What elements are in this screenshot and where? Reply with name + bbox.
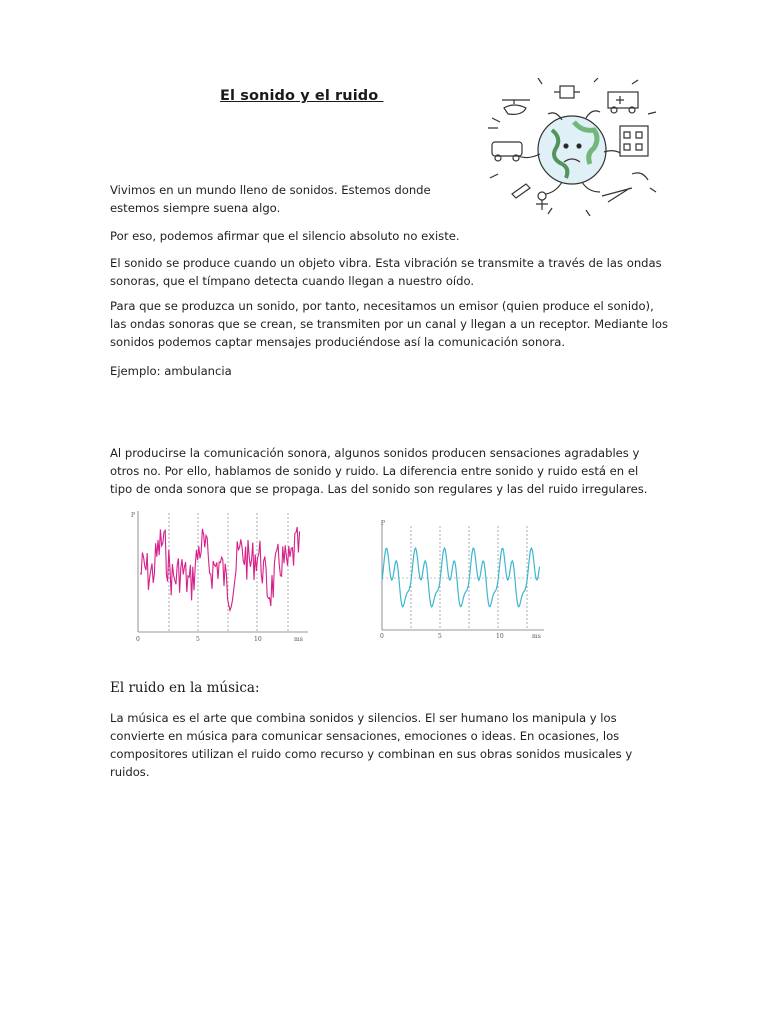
noise-tick-0: 0 [136, 636, 140, 643]
paragraph-silence: Por eso, podemos afirmar que el silencio absoluto no existe. [110, 229, 460, 243]
section-heading-noise-in-music: El ruido en la música: [110, 680, 260, 696]
document-title: El sonido y el ruido [220, 88, 384, 104]
noise-waveform-figure [128, 505, 318, 650]
paragraph-music: La música es el arte que combina sonidos y silencios. El ser humano los manipula y los convierte en música para comunicar sensaciones, emociones o ideas. En ocasiones, los compositores utilizan el ruido como recurso y combinan en sus obras sonidos musicales y ruidos. [110, 711, 633, 779]
sound-wave-line [382, 548, 540, 607]
sound-waveform-figure [372, 512, 552, 644]
sound-x-unit: ms [532, 633, 541, 640]
sound-tick-5: 5 [438, 633, 442, 640]
sound-y-label: P [381, 520, 386, 527]
noise-x-unit: ms [294, 636, 303, 643]
noise-wave-line [140, 527, 300, 610]
paragraph-vibration: El sonido se produce cuando un objeto vibra. Esta vibración se transmite a través de las ondas sonoras, que el tímpano detecta cuando llegan a nuestro oído. [110, 256, 662, 288]
noise-tick-10: 10 [254, 636, 262, 643]
paragraph-intro: Vivimos en un mundo lleno de sonidos. Estemos donde estemos siempre suena algo. [110, 183, 431, 215]
sound-tick-10: 10 [496, 633, 504, 640]
paragraph-sound-vs-noise: Al producirse la comunicación sonora, algunos sonidos producen sensaciones agradables y otros no. Por ello, hablamos de sonido y ruido. La diferencia entre sonido y ruido está en el tipo de onda sonora que se propaga. Las del sonido son regulares y las del ruido irregulares. [110, 446, 648, 496]
paragraph-example: Ejemplo: ambulancia [110, 364, 232, 378]
sound-tick-0: 0 [380, 633, 384, 640]
noise-y-label: P [131, 512, 136, 519]
noise-world-illustration [482, 78, 660, 216]
noise-tick-5: 5 [196, 636, 200, 643]
paragraph-communication: Para que se produzca un sonido, por tanto, necesitamos un emisor (quien produce el sonido), las ondas sonoras que se crean, se transmiten por un canal y llegan a un receptor. Mediante los sonidos podemos captar mensajes produciéndose así la comunicación sonora. [110, 299, 668, 349]
